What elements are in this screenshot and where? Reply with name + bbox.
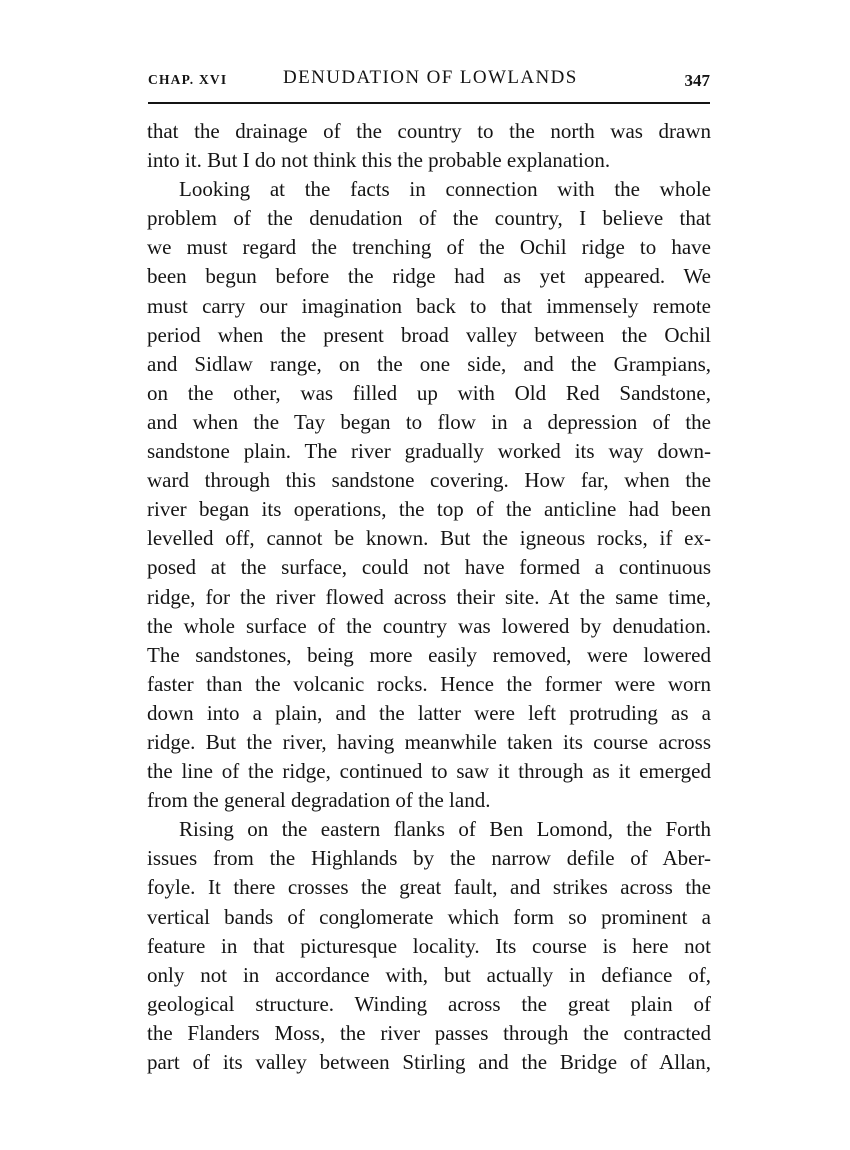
page-number: 347 — [684, 71, 710, 90]
chapter-label: CHAP. XVI — [148, 72, 228, 87]
text-line: on the other, was filled up with Old Red Sandstone, — [147, 380, 711, 405]
text-line: down into a plain, and the latter were left protruding as a — [147, 700, 711, 725]
text-line: the line of the ridge, continued to saw it through as it emerged — [147, 759, 711, 784]
text-line: faster than the volcanic rocks. Hence the former were worn — [147, 671, 711, 696]
text-line: and when the Tay began to flow in a depression of the — [147, 409, 711, 434]
text-line: feature in that picturesque locality. Its course is here not — [147, 933, 711, 958]
text-line: issues from the Highlands by the narrow defile of Aber- — [147, 846, 711, 871]
text-line: we must regard the trenching of the Ochil ridge to have — [147, 235, 711, 260]
running-head — [148, 64, 710, 94]
text-line: from the general degradation of the land. — [147, 788, 491, 813]
text-line: ridge, for the river flowed across their site. At the same time, — [147, 584, 711, 609]
text-line: ridge. But the river, having meanwhile taken its course across — [147, 729, 711, 754]
text-line: the Flanders Moss, the river passes through the contracted — [147, 1020, 711, 1045]
body-text — [147, 117, 711, 1077]
text-line: posed at the surface, could not have formed a continuous — [147, 555, 711, 580]
text-line: sandstone plain. The river gradually worked its way down- — [147, 439, 711, 464]
text-line: vertical bands of conglomerate which form so prominent a — [147, 904, 711, 929]
text-line: only not in accordance with, but actually in defiance of, — [147, 962, 711, 987]
text-line: into it. But I do not think this the probable explanation. — [147, 148, 611, 173]
text-line: been begun before the ridge had as yet appeared. We — [147, 264, 711, 289]
text-line: period when the present broad valley between the Ochil — [147, 322, 711, 347]
text-line: part of its valley between Stirling and the Bridge of Allan, — [147, 1050, 711, 1074]
text-line: that the drainage of the country to the north was drawn — [147, 119, 711, 143]
running-title: DENUDATION OF LOWLANDS — [283, 67, 578, 88]
text-line: the whole surface of the country was lowered by denudation. — [147, 613, 711, 638]
text-line: Rising on the eastern flanks of Ben Lomond, the Forth — [179, 817, 711, 842]
header-rule — [148, 102, 710, 104]
text-line: problem of the denudation of the country, I believe that — [147, 206, 711, 231]
text-line: The sandstones, being more easily removed, were lowered — [147, 642, 711, 667]
text-line: must carry our imagination back to that immensely remote — [147, 293, 711, 318]
text-line: geological structure. Winding across the great plain of — [147, 991, 711, 1016]
text-line: foyle. It there crosses the great fault, and strikes across the — [147, 875, 711, 900]
text-line: river began its operations, the top of the anticline had been — [147, 497, 711, 522]
text-line: ward through this sandstone covering. How far, when the — [147, 468, 711, 493]
text-line: Looking at the facts in connection with the whole — [179, 177, 711, 202]
text-line: and Sidlaw range, on the one side, and the Grampians, — [147, 351, 711, 376]
text-line: levelled off, cannot be known. But the igneous rocks, if ex- — [147, 526, 711, 551]
